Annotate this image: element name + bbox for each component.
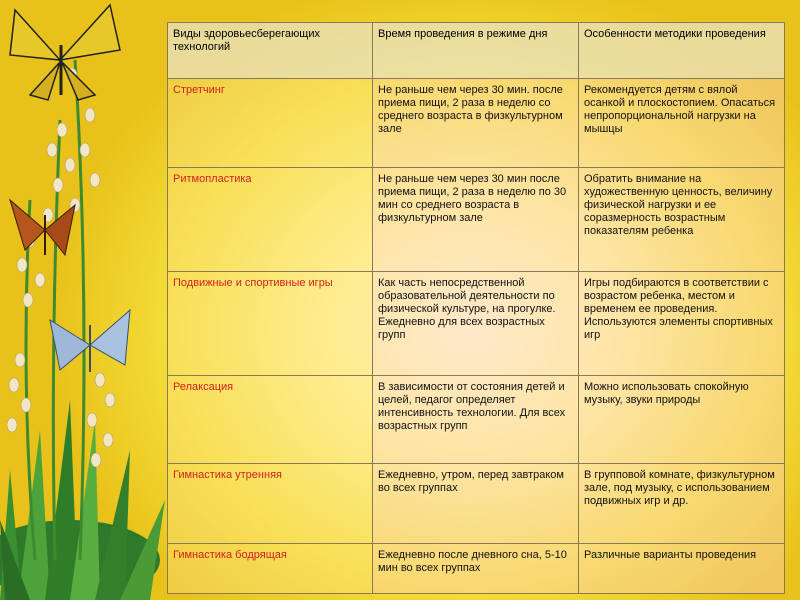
table-row [168,79,785,168]
time-cell: Не раньше чем через 30 мин. после приема пищи, 2 раза в неделю со среднего возраста в физкультурном зале [373,79,579,168]
technology-type-cell: Подвижные и спортивные игры [168,272,373,376]
method-cell: Можно использовать спокойную музыку, звуки природы [579,376,785,464]
table-row [168,272,785,376]
time-cell: Как часть непосредственной образовательной деятельности по физической культуре, на прогулке. Ежедневно для всех возрастных групп [373,272,579,376]
method-cell: В групповой комнате, физкультурном зале, под музыку, с использованием подвижных игр и др. [579,464,785,544]
table-row [168,376,785,464]
technology-type-cell: Релаксация [168,376,373,464]
technology-type-cell: Ритмопластика [168,168,373,272]
flower-plant-illustration [0,0,175,600]
time-cell: В зависимости от состояния детей и целей, педагог определяет интенсивность технологии. Для всех возрастных групп [373,376,579,464]
butterfly-icon [10,5,120,100]
time-cell: Ежедневно после дневного сна, 5-10 мин во всех группах [373,544,579,594]
column-header-method: Особенности методики проведения [579,23,785,79]
table-row [168,168,785,272]
technology-type-cell: Стретчинг [168,79,373,168]
butterfly-icon [50,310,130,372]
table-row [168,544,785,594]
method-cell: Обратить внимание на художественную ценность, величину физической нагрузки и ее соразмерность возрастным показателям ребенка [579,168,785,272]
seed-heads-icon [7,68,115,467]
table-header-row [168,23,785,79]
time-cell: Ежедневно, утром, перед завтраком во всех группах [373,464,579,544]
butterfly-icon [10,200,75,255]
method-cell: Рекомендуется детям с вялой осанкой и плоскостопием. Опасаться непропорциональной нагрузки на мышцы [579,79,785,168]
column-header-time: Время проведения в режиме дня [373,23,579,79]
method-cell: Различные варианты проведения [579,544,785,594]
technology-type-cell: Гимнастика бодрящая [168,544,373,594]
health-technologies-table [167,22,785,594]
column-header-types: Виды здоровьесберегающих технологий [168,23,373,79]
technology-type-cell: Гимнастика утренняя [168,464,373,544]
table-row [168,464,785,544]
method-cell: Игры подбираются в соответствии с возрастом ребенка, местом и временем ее проведения. Используются элементы спортивных игр [579,272,785,376]
time-cell: Не раньше чем через 30 мин после приема пищи, 2 раза в неделю по 30 мин со среднего возраста в физкультурном зале [373,168,579,272]
